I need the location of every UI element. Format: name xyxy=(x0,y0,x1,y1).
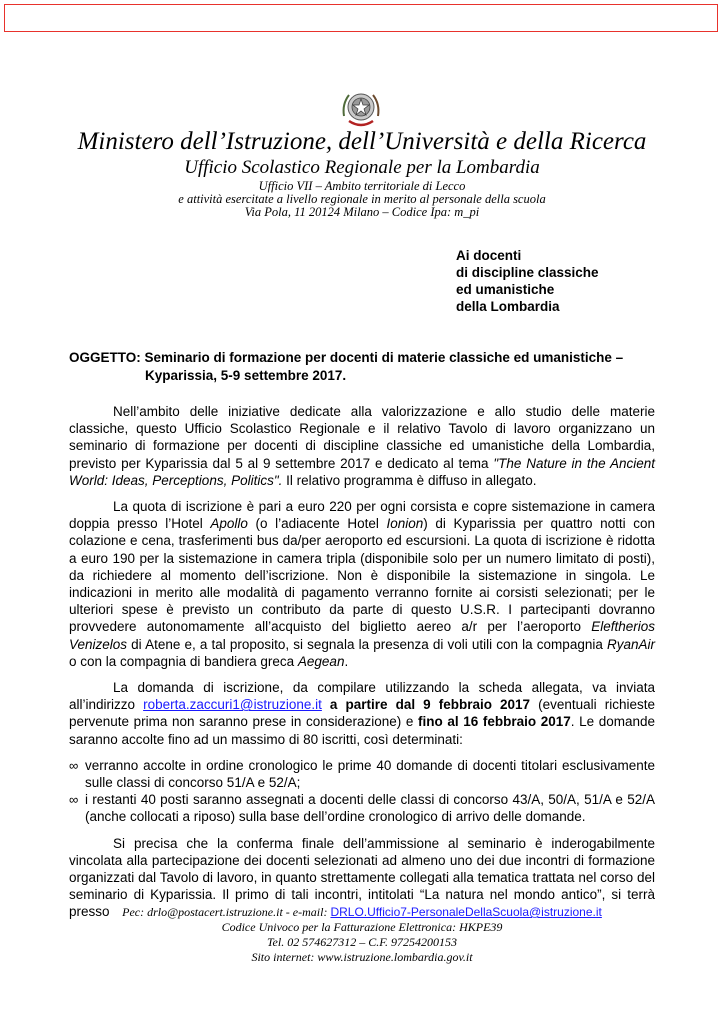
text: i restanti 40 posti saranno assegnati a docenti delle classi di concorso 43/A, 50/A, 51/A e 52/A (anche collocati a riposo) sulla base dell’ordine cronologico di arrivo delle domande. xyxy=(85,792,655,825)
addressee-line: ed umanistiche xyxy=(456,282,555,297)
unit-line: Ufficio VII – Ambito territoriale di Lecco xyxy=(258,179,466,193)
footer xyxy=(0,905,724,965)
footer-website: Sito internet: www.istruzione.lombardia.gov.it xyxy=(251,950,473,964)
subject-block xyxy=(69,349,659,385)
airport-name: Eleftherios Venizelos xyxy=(69,619,655,652)
subject-line-1: Seminario di formazione per docenti di materie classiche ed umanistiche – xyxy=(144,350,624,365)
addressee-block xyxy=(456,247,599,315)
top-frame xyxy=(4,4,718,32)
addressee-line: Ai docenti xyxy=(456,248,522,263)
text: La quota di iscrizione è pari a euro 220 per ogni corsista e copre sistemazione in camera doppia presso l’Hotel xyxy=(69,499,655,532)
text: (eventuali richieste pervenute prima non saranno prese in considerazione) e xyxy=(69,697,655,730)
address-line: Via Pola, 11 20124 Milano – Codice Ipa: m_pi xyxy=(244,205,480,219)
text: di Atene e, a tal proposito, si segnala la presenza di voli utili con la compagnia xyxy=(127,636,607,652)
addressee-line: di discipline classiche xyxy=(456,265,599,280)
letter-body xyxy=(69,403,655,921)
subject-label: OGGETTO: xyxy=(69,350,141,365)
text: o con la compagnia di bandiera greca xyxy=(69,653,298,669)
text: verranno accolte in ordine cronologico le prime 40 domande di docenti titolari esclusivamente sulle classi di concorso 51/A e 52/A; xyxy=(85,757,655,791)
seminar-theme: "The Nature in the Ancient World: Ideas, Perceptions, Politics". xyxy=(69,455,655,488)
contact-email-link[interactable]: roberta.zaccuri1@istruzione.it xyxy=(143,697,322,713)
hotel-name: Ionion xyxy=(386,516,424,532)
end-date: fino al 16 febbraio 2017 xyxy=(418,714,571,730)
footer-phone: Tel. 02 574627312 – C.F. 97254200153 xyxy=(266,935,458,949)
paragraph-conditions: Si precisa che la conferma finale dell’ammissione al seminario è inderogabilmente vincolata alla partecipazione dei docenti selezionati ad almeno uno dei due incontri di formazione organizzati dal Tavolo di lavoro, in quanto strettamente collegati alla tematica trattata nel corso del seminario di Kyparissia. Il primo di tali incontri, intitolati “La natura nel mondo antico”, si terrà presso xyxy=(69,835,655,920)
subject-line-2: Kyparissia, 5-9 settembre 2017. xyxy=(145,368,347,383)
footer-pec: Pec: drlo@postacert.istruzione.it - e-mail: xyxy=(122,905,331,919)
airline-name: Aegean xyxy=(297,653,345,669)
footer-email-link[interactable]: DRLO.Ufficio7-PersonaleDellaScuola@istruzione.it xyxy=(330,905,602,919)
paragraph-intro xyxy=(69,403,655,489)
activities-line: e attività esercitate a livello regionale in merito al personale della scuola xyxy=(178,192,546,206)
start-date: a partire dal 9 febbraio 2017 xyxy=(321,697,531,713)
text: Nell’ambito delle iniziative dedicate alla valorizzazione e allo studio delle materie classiche, questo Ufficio Scolastico Regionale e il relativo Tavolo di lavoro organizzano un seminario di formazione per docenti di discipline classiche ed umanistiche della Lombardia, previsto per Kyparissia dal 5 al 9 settembre 2017 e dedicato al tema xyxy=(69,404,655,471)
text: ) di Kyparissia per quattro notti con colazione e cena, trasferimenti bus da/per aeroporto ed escursioni. La quota di iscrizione è ridotta a euro 190 per la sistemazione in camera tripla (disponibile solo per un numero limitato di posti), da richiedere al momento dell’iscrizione. Non è disponibile la sistemazione in singola. Le indicazioni in merito alle modalità di pagamento verranno fornite ai corsisti selezionati; per le ulteriori spese è previsto un contributo da parte di questo U.S.R. I partecipanti dovranno provvedere autonomamente all’acquisto del biglietto aereo a/r per l’aeroporto xyxy=(69,516,656,635)
text: La domanda di iscrizione, da compilare utilizzando la scheda allegata, va inviata all’indirizzo xyxy=(69,680,655,713)
list-item xyxy=(69,791,655,825)
ministry-title: Ministero dell’Istruzione, dell’Università e della Ricerca xyxy=(77,128,647,155)
office-title: Ufficio Scolastico Regionale per la Lombardia xyxy=(184,157,540,178)
list-item xyxy=(69,757,655,791)
airline-name: RyanAir xyxy=(606,636,655,652)
republic-emblem-icon xyxy=(340,86,382,132)
criteria-list xyxy=(69,757,655,826)
text: . xyxy=(344,653,349,669)
text: (o l’adiacente Hotel xyxy=(247,516,387,532)
infinity-bullet-icon: ∞ xyxy=(69,757,79,773)
hotel-name: Apollo xyxy=(210,516,248,532)
paragraph-application xyxy=(69,679,655,748)
addressee-line: della Lombardia xyxy=(456,299,560,314)
text: Il relativo programma è diffuso in allegato. xyxy=(282,472,537,488)
paragraph-fees xyxy=(69,498,655,670)
text: . Le domande saranno accolte fino ad un massimo di 80 iscritti, così determinati: xyxy=(69,714,655,747)
infinity-bullet-icon: ∞ xyxy=(69,792,79,808)
footer-code: Codice Univoco per la Fatturazione Elettronica: HKPE39 xyxy=(221,920,503,934)
